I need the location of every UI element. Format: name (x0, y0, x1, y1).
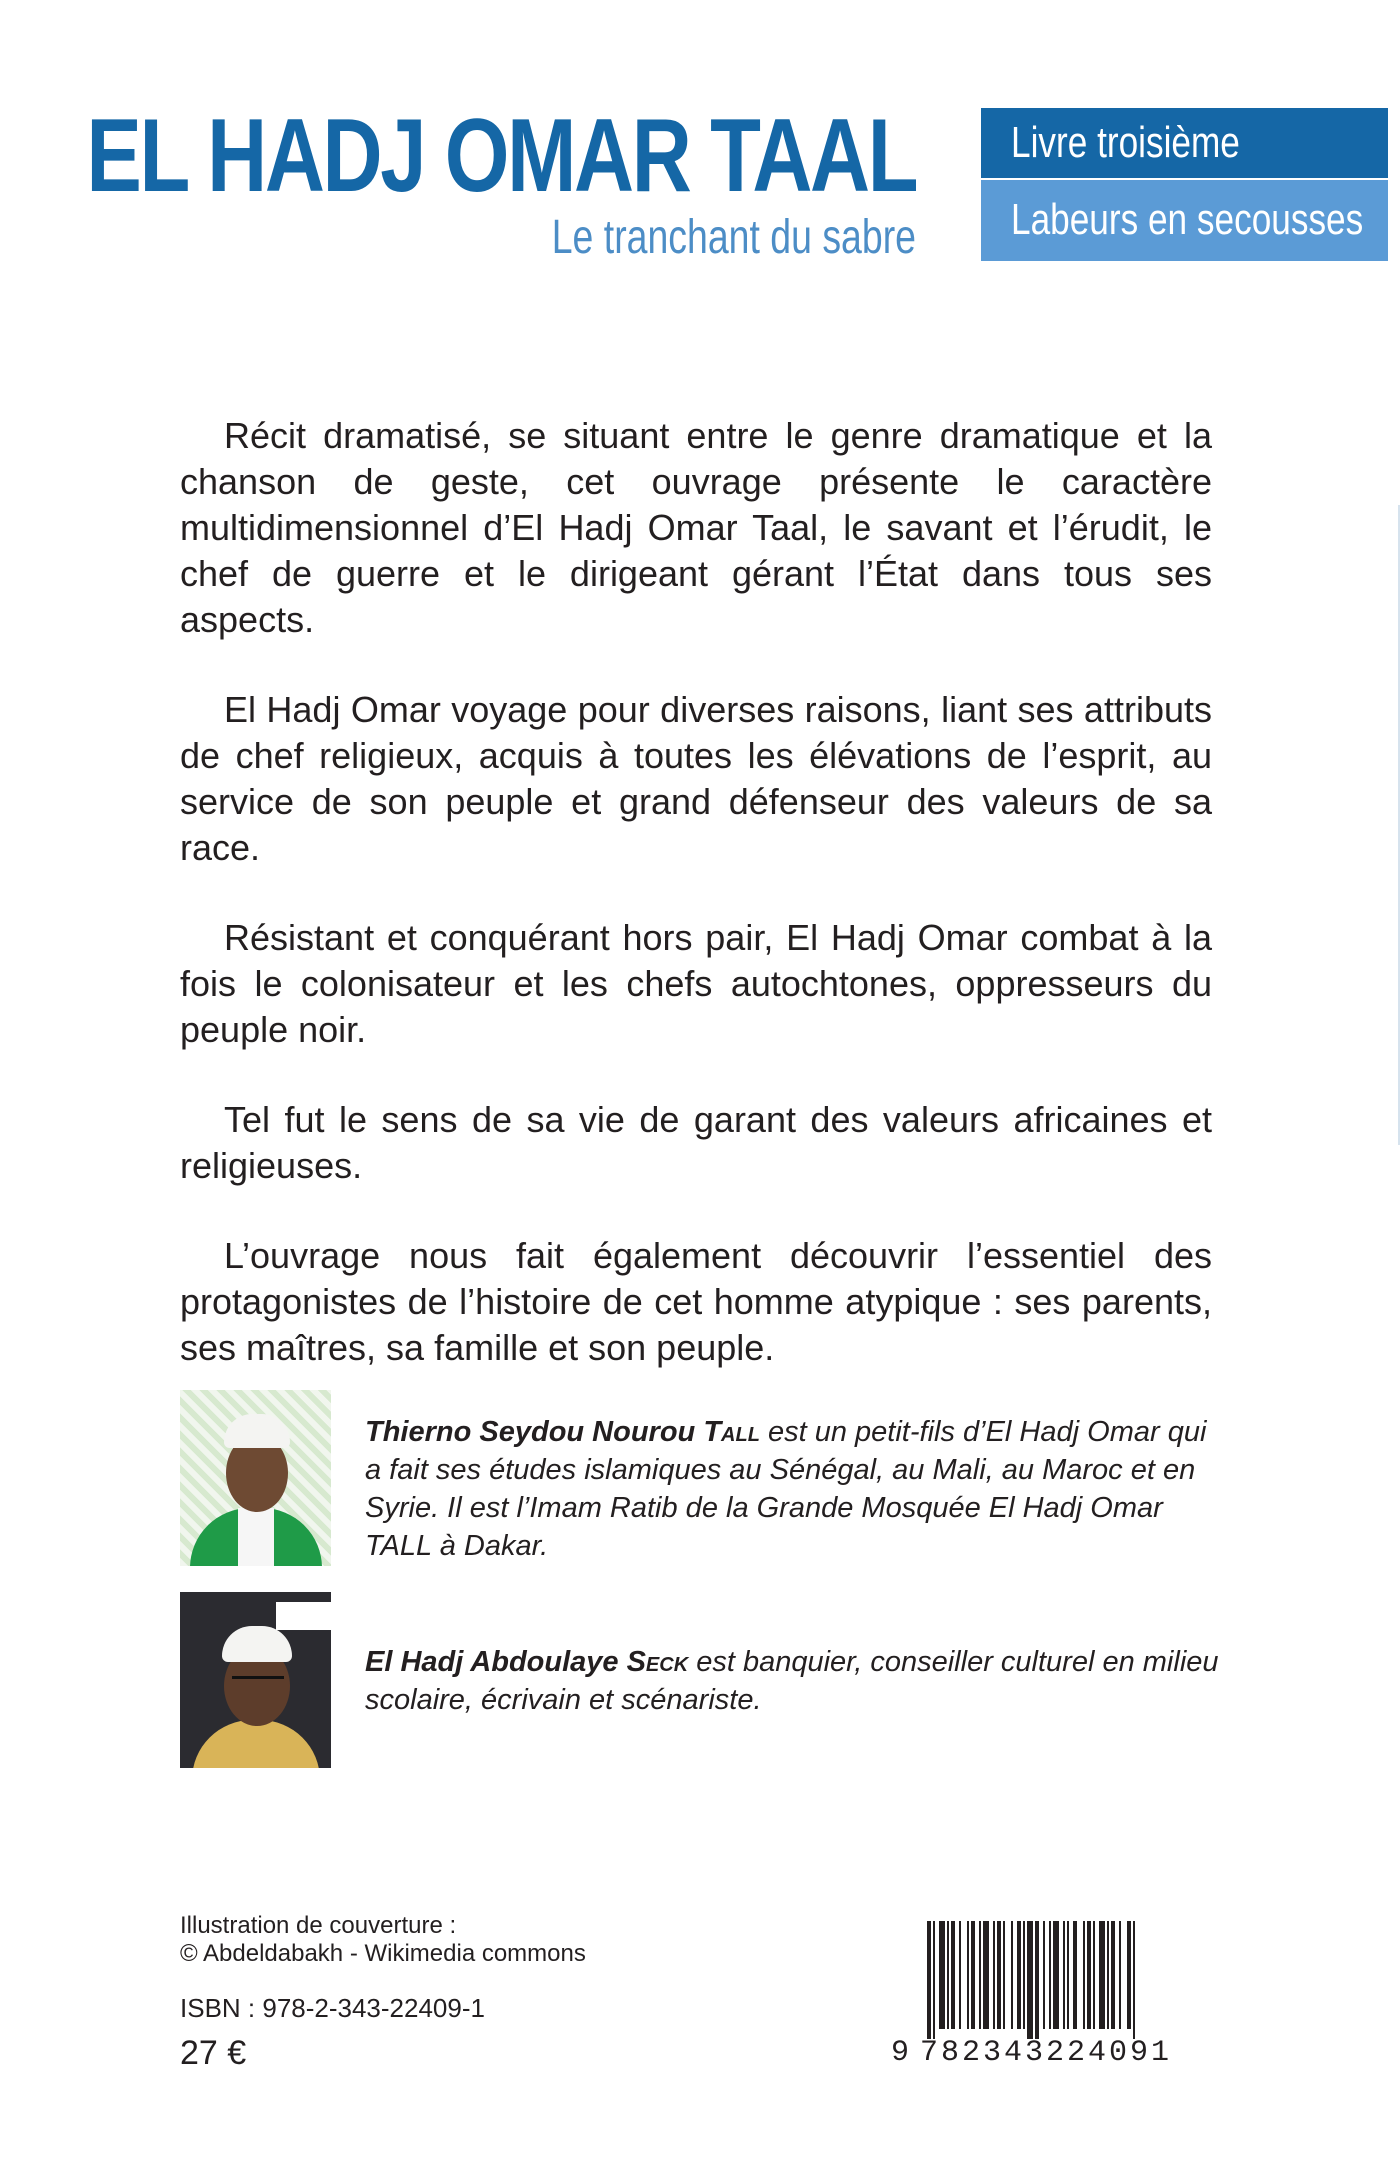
book-title: EL HADJ OMAR TAAL (86, 98, 916, 214)
barcode-digit-group: 782343 (920, 2036, 1047, 2070)
isbn-barcode (891, 1921, 1209, 2070)
barcode-bar (1073, 1921, 1077, 2029)
author-bio-text: est banquier, conseiller culturel en milieu scolaire, écrivain et scénariste. (365, 1646, 1219, 1716)
author-photo-seck (180, 1592, 331, 1768)
barcode-bar (983, 1921, 989, 2029)
barcode-bar (1063, 1921, 1065, 2029)
barcode-bar (951, 1921, 955, 2029)
author-bio-seck (365, 1643, 1225, 1719)
barcode-bar (967, 1921, 969, 2029)
blurb-paragraph: L’ouvrage nous fait également découvrir l’essentiel des protagonistes de l’histoire de cet homme atypique : ses parents, ses maîtres, sa famille et son peuple. (180, 1235, 1212, 1368)
barcode-bar (1035, 1921, 1039, 2039)
barcode-bar (1067, 1921, 1069, 2029)
book-number-label: Livre troisième (1011, 118, 1240, 167)
blurb-paragraph: Récit dramatisé, se situant entre le genre dramatique et la chanson de geste, cet ouvrage présente le caractère multidimensionnel d’El Hadj Omar Taal, le savant et l’érudit, le chef de guerre et le dirigeant gérant l’État dans tous ses aspects. (180, 415, 1212, 640)
barcode-digits (891, 2035, 1221, 2075)
barcode-bar (1127, 1921, 1131, 2029)
barcode-bar (1053, 1921, 1059, 2029)
barcode-bar (1087, 1921, 1091, 2029)
credit-label: Illustration de couverture : (180, 1912, 457, 1939)
barcode-lead-digit: 9 (891, 2036, 913, 2070)
book-subtitle: Le tranchant du sabre (551, 211, 916, 264)
book-subtitle-banner (981, 180, 1388, 261)
author-photo-tall (180, 1390, 331, 1566)
barcode-digit-group: 224091 (1046, 2036, 1173, 2070)
barcode-bar (1107, 1921, 1109, 2029)
book-number-banner (981, 108, 1388, 178)
blurb-paragraph: Tel fut le sens de sa vie de garant des valeurs africaines et religieuses. (180, 1099, 1212, 1186)
author-bio-tall (365, 1413, 1225, 1565)
back-cover-blurb (180, 413, 1212, 1415)
barcode-bar (1023, 1921, 1025, 2029)
barcode-bar (1111, 1921, 1115, 2029)
barcode-bar (1133, 1921, 1135, 2039)
author-name: Thierno Seydou Nourou Tall (365, 1416, 760, 1448)
barcode-bar (1049, 1921, 1051, 2029)
barcode-bar (997, 1921, 1001, 2029)
barcode-bar (939, 1921, 945, 2029)
author-bio-text: est un petit-fils d’El Hadj Omar qui a fait ses études islamiques au Sénégal, au Mali, au Maroc et en Syrie. Il est l’Imam Ratib de la Grande Mosquée El Hadj Omar TALL à Dakar. (365, 1416, 1207, 1562)
isbn-number: ISBN : 978-2-343-22409-1 (180, 1993, 485, 2023)
barcode-bar (933, 1921, 935, 2039)
price: 27 € (180, 2034, 247, 2072)
barcode-bar (1043, 1921, 1045, 2029)
credit-source: © Abdeldabakh - Wikimedia commons (180, 1940, 586, 1967)
barcode-bar (959, 1921, 961, 2029)
barcode-bar (971, 1921, 975, 2029)
cover-illustration-credit (180, 1912, 586, 1968)
barcode-bar (947, 1921, 949, 2029)
barcode-bar (1099, 1921, 1105, 2029)
barcode-bar (1017, 1921, 1021, 2029)
blurb-paragraph: El Hadj Omar voyage pour diverses raisons, liant ses attributs de chef religieux, acquis à toutes les élévations de l’esprit, au service de son peuple et grand défenseur des valeurs de sa race. (180, 689, 1212, 868)
barcode-bar (993, 1921, 995, 2029)
book-subtitle-label: Labeurs en secousses (1011, 195, 1364, 244)
barcode-bar (979, 1921, 981, 2029)
barcode-bar (1119, 1921, 1121, 2029)
barcode-bars (921, 1921, 1209, 2039)
blurb-paragraph: Résistant et conquérant hors pair, El Hadj Omar combat à la fois le colonisateur et les chefs autochtones, oppresseurs du peuple noir. (180, 917, 1212, 1050)
barcode-bar (1011, 1921, 1013, 2029)
barcode-bar (1027, 1921, 1033, 2039)
barcode-bar (1003, 1921, 1005, 2029)
barcode-bar (927, 1921, 931, 2039)
barcode-bar (1083, 1921, 1085, 2029)
author-name: El Hadj Abdoulaye Seck (365, 1646, 689, 1678)
barcode-bar (1093, 1921, 1095, 2029)
